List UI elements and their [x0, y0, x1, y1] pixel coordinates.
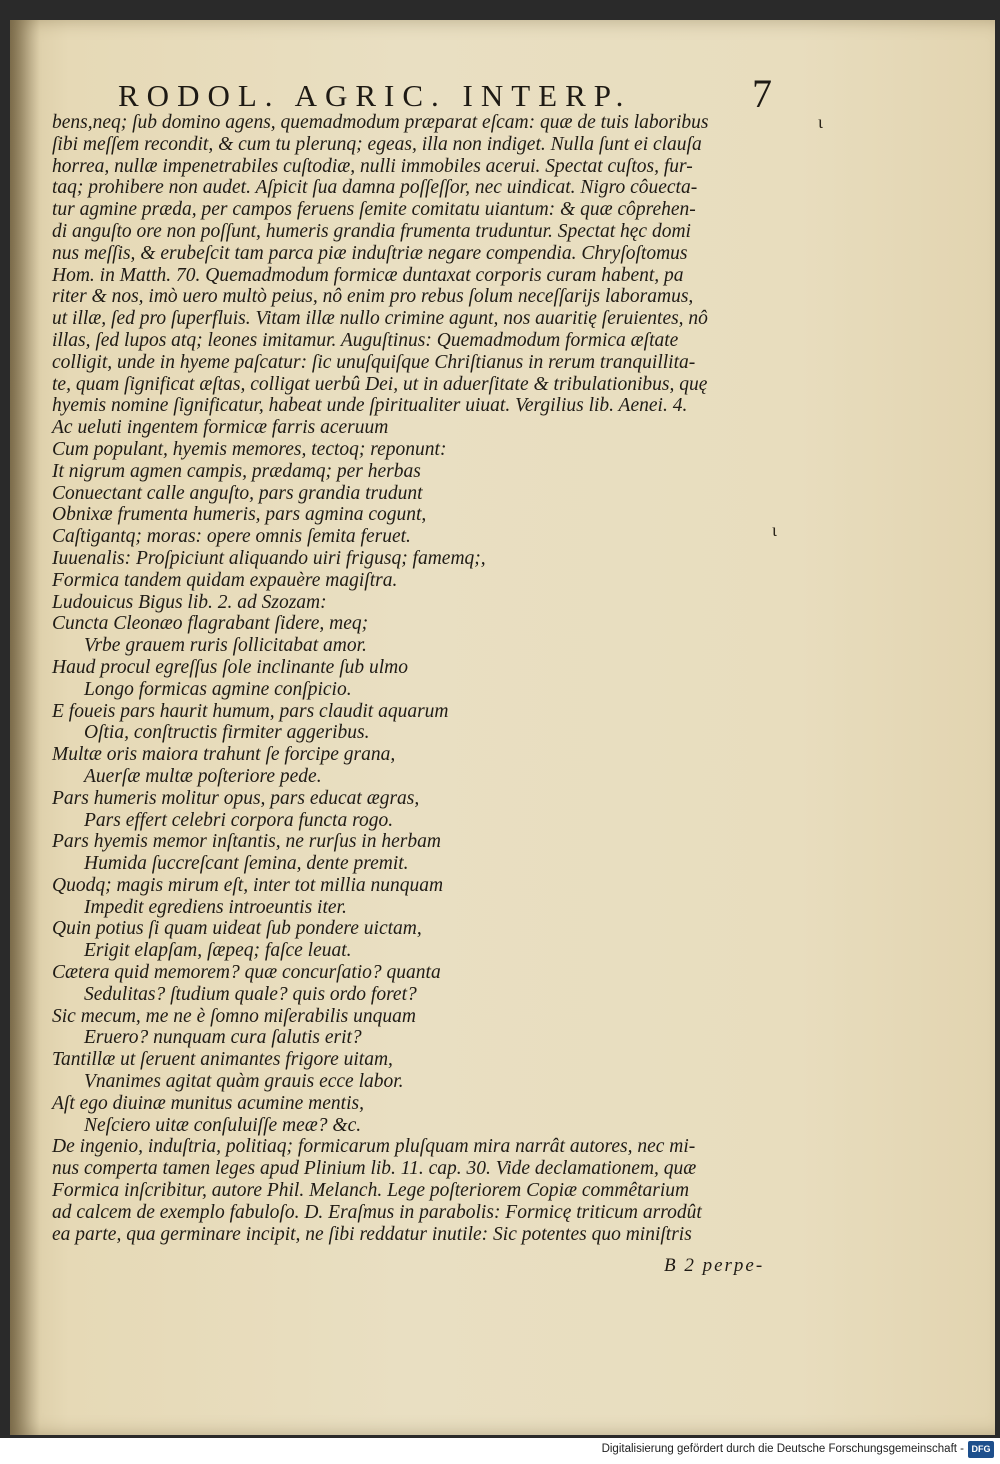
text-line: Caſtigantq; moras: opere omnis ſemita feruet.	[52, 526, 411, 548]
text-line: Formica inſcribitur, autore Phil. Melanch. Lege poſteriorem Copiæ commêtarium	[52, 1180, 690, 1202]
text-line: Impedit egrediens introeuntis iter.	[84, 896, 347, 918]
text-line: horrea, nullæ impenetrabiles cuſtodiæ, nulli immobiles acerui. Spectat cuſtos, fur-	[52, 155, 693, 177]
credit-bar	[0, 1438, 1000, 1464]
text-line: Conuectant calle anguſto, pars grandia trudunt	[52, 482, 423, 504]
text-line: Ac ueluti ingentem formicæ farris aceruum	[52, 417, 389, 439]
text-line: ſibi meſſem recondit, & cum tu plerunq; egeas, illa non indiget. Nulla ſunt ei clauſa	[52, 133, 702, 155]
page-number: 7	[752, 71, 772, 116]
dfg-logo: DFG	[968, 1441, 994, 1458]
margin-mark: ɩ	[818, 112, 823, 132]
text-line: Cuncta Cleonæo flagrabant ſidere, meq;	[52, 613, 369, 635]
text-line: ut illæ, ſed pro ſuperfluis. Vitam illæ nullo crimine agunt, nos auaritię ſeruientes, nô	[52, 308, 708, 330]
text-line: Vrbe grauem ruris ſollicitabat amor.	[84, 635, 367, 657]
text-line: Sic mecum, me ne è ſomno miſerabilis unquam	[52, 1005, 416, 1027]
text-line: nus meſſis, & erubeſcit tam parca piæ induſtriæ negare compendia. Chryſoſtomus	[52, 242, 688, 264]
text-line: te, quam ſignificat æſtas, colligat uerbû Dei, ut in aduerſitate & tribulationibus, quę	[52, 373, 708, 395]
text-line: ad calcem de exemplo fabuloſo. D. Eraſmus in parabolis: Formicę triticum arrodût	[52, 1201, 702, 1223]
text-line: riter & nos, imò uero multò peius, nô enim pro rebus ſolum neceſſarijs laboramus,	[52, 286, 694, 308]
text-line: Neſciero uitæ conſuluiſſe meæ? &c.	[84, 1114, 362, 1136]
margin-mark: ɩ	[772, 520, 777, 540]
text-line: colligit, unde in hyeme paſcatur: ſic unuſquiſque Chriſtianus in rerum tranquillita-	[52, 351, 696, 373]
text-line: Multæ oris maiora trahunt ſe forcipe grana,	[52, 744, 396, 766]
funding-credit: Digitalisierung gefördert durch die Deutsche Forschungsgemeinschaft -	[601, 1443, 964, 1455]
text-line: Pars humeris molitur opus, pars educat ægras,	[52, 787, 420, 809]
text-line: Erigit elapſam, ſæpeq; faſce leuat.	[84, 940, 352, 962]
text-line: Vnanimes agitat quàm grauis ecce labor.	[84, 1071, 404, 1093]
text-line: It nigrum agmen campis, prædamq; per herbas	[52, 460, 421, 482]
text-line: bens,neq; ſub domino agens, quemadmodum præparat eſcam: quæ de tuis laboribus	[52, 112, 709, 133]
catchword: B 2 perpe-	[664, 1255, 765, 1276]
text-line: De ingenio, induſtria, politiaq; formicarum pluſquam mira narrât autores, nec mi-	[52, 1136, 696, 1158]
body-text	[52, 112, 812, 1245]
page-gutter-shadow	[10, 20, 40, 1435]
text-line: E foueis pars haurit humum, pars claudit aquarum	[52, 700, 449, 722]
text-line: Ludouicus Bigus lib. 2. ad Szozam:	[52, 591, 327, 613]
text-line: Longo formicas agmine conſpicio.	[84, 678, 352, 700]
text-line: nus comperta tamen leges apud Plinium lib. 11. cap. 30. Vide declamationem, quæ	[52, 1158, 697, 1180]
text-line: Auerſæ multæ poſteriore pede.	[84, 765, 322, 787]
text-line: ea parte, qua germinare incipit, ne ſibi reddatur inutile: Sic potentes quo miniſtris	[52, 1223, 692, 1245]
text-line: Sedulitas? ſtudium quale? quis ordo foret?	[84, 983, 417, 1005]
text-line: Aſt ego diuinæ munitus acumine mentis,	[52, 1092, 364, 1114]
text-line: tur agmine præda, per campos feruens ſemite comitatu uiantum: & quæ côprehen-	[52, 199, 696, 221]
running-head: RODOL. AGRIC. INTERP.	[118, 78, 632, 113]
text-line: taq; prohibere non audet. Aſpicit ſua damna poſſeſſor, nec uindicat. Nigro côuecta-	[52, 177, 698, 199]
text-line: Formica tandem quidam expauère magiſtra.	[52, 569, 398, 591]
text-line: Tantillæ ut ſeruent animantes frigore uitam,	[52, 1049, 393, 1071]
text-line: Pars effert celebri corpora functa rogo.	[84, 809, 394, 831]
text-line: di anguſto ore non poſſunt, humeris grandia frumenta truduntur. Spectat hęc domi	[52, 220, 691, 242]
text-line: Obnixæ frumenta humeris, pars agmina cogunt,	[52, 504, 427, 526]
text-line: Humida ſuccreſcant ſemina, dente premit.	[84, 853, 409, 875]
text-line: Cætera quid memorem? quæ concurſatio? quanta	[52, 962, 441, 984]
text-line: hyemis nomine ſignificatur, habeat unde ſpiritualiter uiuat. Vergilius lib. Aenei. 4.	[52, 395, 688, 417]
text-line: Hom. in Matth. 70. Quemadmodum formicæ duntaxat corporis curam habent, pa	[52, 264, 684, 286]
text-line: Iuuenalis: Proſpiciunt aliquando uiri frigusq; famemq;,	[52, 547, 486, 569]
text-line: Haud procul egreſſus ſole inclinante ſub ulmo	[52, 656, 409, 678]
text-line: illas, ſed lupos atq; leones imitamur. Auguſtinus: Quemadmodum formica æſtate	[52, 329, 679, 351]
text-line: Pars hyemis memor inſtantis, ne rurſus in herbam	[52, 831, 441, 853]
text-line: Quodq; magis mirum eſt, inter tot millia nunquam	[52, 874, 444, 896]
text-line: Cum populant, hyemis memores, tectoq; reponunt:	[52, 438, 447, 460]
text-line: Quin potius ſi quam uideat ſub pondere uictam,	[52, 918, 422, 940]
text-line: Eruero? nunquam cura ſalutis erit?	[84, 1027, 362, 1049]
text-line: Oſtia, conſtructis firmiter aggeribus.	[84, 722, 370, 744]
